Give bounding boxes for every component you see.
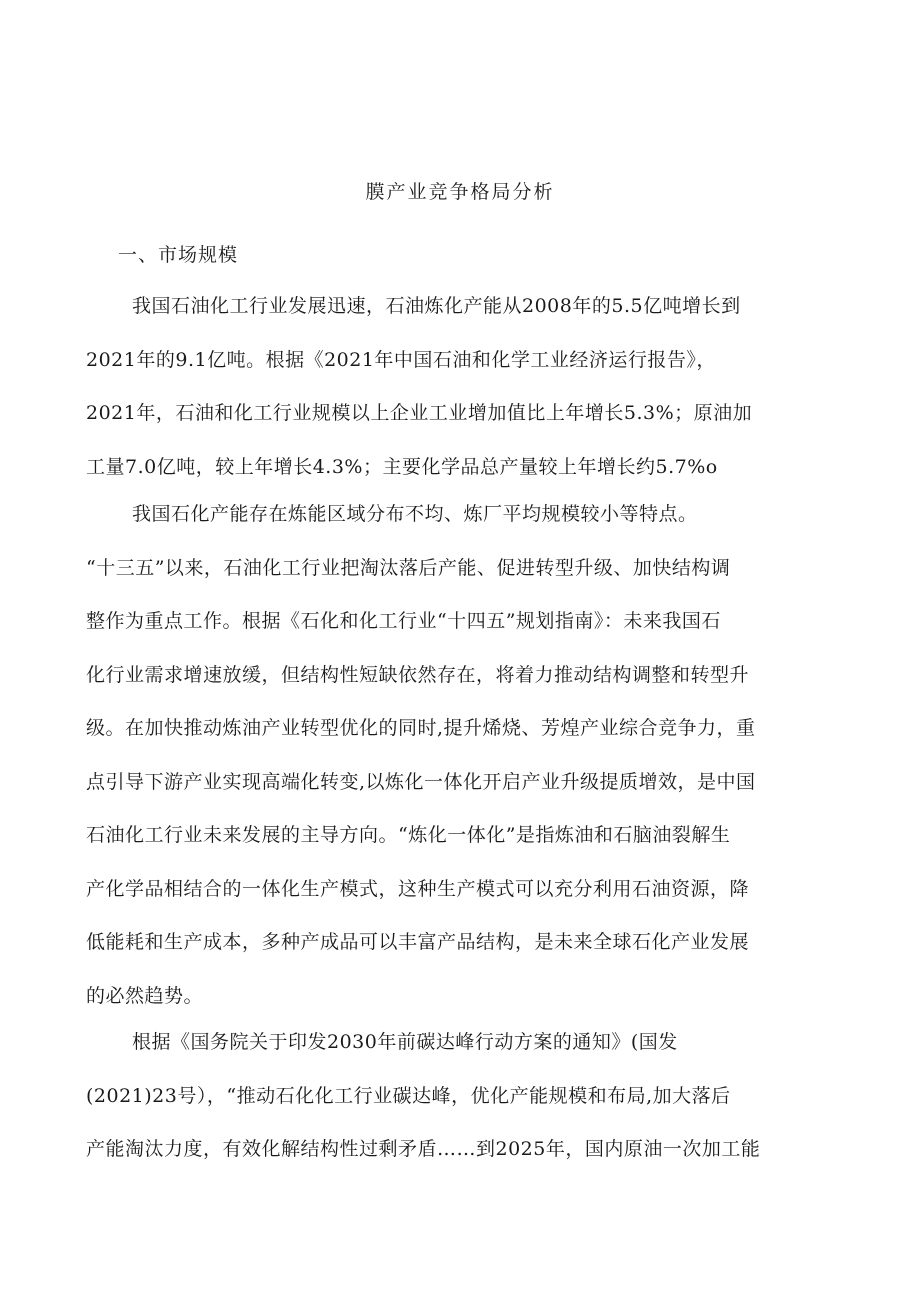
paragraph-line: 产能淘汰力度，有效化解结构性过剩矛盾……到2025年，国内原油一次加工能 [86,1138,761,1160]
paragraph-market-capacity [86,280,826,494]
paragraph-line: 工量7.0亿吨，较上年增长4.3%；主要化学品总产量较上年增长约5.7%o [86,455,718,478]
document-title: 膜产业竞争格局分析 [365,181,555,203]
paragraph-line: “十三五”以来，石油化工行业把淘汰落后产能、促进转型升级、加快结构调 [86,556,731,579]
paragraph-line: 我国石化产能存在炼能区域分布不均、炼厂平均规模较小等特点。 [132,503,698,525]
paragraph-line: 整作为重点工作。根据《石化和化工行业“十四五”规划指南》：未来我国石 [86,610,721,632]
paragraph-line: 化行业需求增速放缓，但结构性短缺依然存在，将着力推动结构调整和转型升 [86,663,750,686]
paragraph-line: 根据《国务院关于印发2030年前碳达峰行动方案的通知》(国发 [132,1031,678,1053]
paragraph-line: 产化学品相结合的一体化生产模式，这种生产模式可以充分利用石油资源，降 [86,877,750,900]
section-heading: 一、市场规模 [118,244,239,266]
paragraph-line: 级。在加快推动炼油产业转型优化的同时,提升烯烧、芳煌产业综合竞争力，重 [86,717,756,739]
paragraph-line: 低能耗和生产成本，多种产成品可以丰富产品结构，是未来全球石化产业发展 [86,931,750,953]
paragraph-line: 2021年，石油和化工行业规模以上企业工业增加值比上年增长5.3%；原油加 [86,402,753,424]
paragraph-line: 点引导下游产业实现高端化转变,以炼化一体化开启产业升级提质增效，是中国 [86,770,756,793]
paragraph-line: 石油化工行业未来发展的主导方向。“炼化一体化”是指炼油和石脑油裂解生 [86,824,731,846]
paragraph-carbon-peak-policy [86,1016,826,1177]
paragraph-industry-structure [86,488,826,1023]
paragraph-line: (2021)23号），“推动石化化工行业碳达峰，优化产能规模和布局,加大落后 [86,1084,731,1107]
paragraph-line: 我国石油化工行业发展迅速，石油炼化产能从2008年的5.5亿吨增长到 [132,295,741,317]
paragraph-line: 2021年的9.1亿吨。根据《2021年中国石油和化学工业经济运行报告》， [86,348,716,371]
paragraph-line: 的必然趋势。 [86,984,204,1007]
